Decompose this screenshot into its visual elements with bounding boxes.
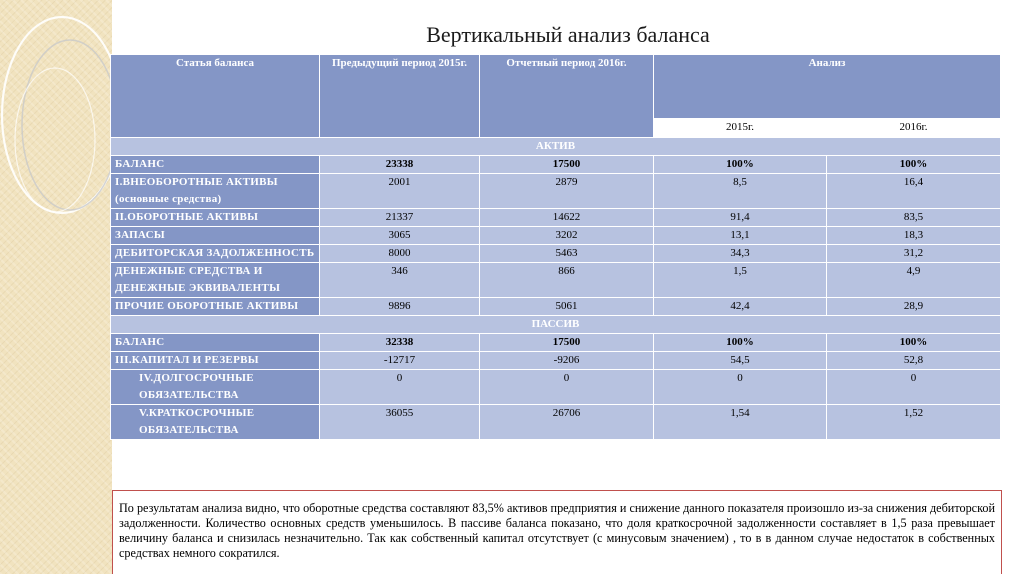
analysis-2016-value: 0 (827, 370, 1001, 405)
analysis-conclusion-text: По результатам анализа видно, что оборотные средства составляют 83,5% активов предприятия и снижение данного показателя произошло из-за снижения дебиторской задолженности. Количество основных средств уменьшилось. В пассиве баланса показано, что доля краткосрочной задолженности составляет в 1,5 раза превышает величину баланса и снизилась незначительно. Так как собственный капитал отсутствует (с минусовым значением) , то в в данном случае недостаток в собственных средствах немного сократился. (112, 490, 1002, 574)
analysis-2015-value: 100% (654, 156, 827, 174)
prev-period-value: 346 (320, 263, 480, 298)
section-liabilities-label: ПАССИВ (111, 316, 1001, 334)
analysis-2015-value: 91,4 (654, 209, 827, 227)
table-row (111, 352, 1001, 370)
prev-period-value: 36055 (320, 405, 480, 440)
row-label: ДЕБИТОРСКАЯ ЗАДОЛЖЕННОСТЬ (111, 245, 320, 263)
analysis-2015-value: 8,5 (654, 174, 827, 209)
analysis-2015-value: 1,54 (654, 405, 827, 440)
current-period-value: 26706 (480, 405, 654, 440)
analysis-2015-value: 34,3 (654, 245, 827, 263)
table-row (111, 298, 1001, 316)
row-label: ДЕНЕЖНЫЕ СРЕДСТВА И ДЕНЕЖНЫЕ ЭКВИВАЛЕНТЫ (111, 263, 320, 298)
row-label: V.КРАТКОСРОЧНЫЕ ОБЯЗАТЕЛЬСТВА (111, 405, 320, 440)
row-label: ЗАПАСЫ (111, 227, 320, 245)
analysis-2015-value: 13,1 (654, 227, 827, 245)
liabilities-rows (111, 334, 1001, 440)
table-row (111, 334, 1001, 352)
prev-period-value: 21337 (320, 209, 480, 227)
row-label: III.КАПИТАЛ И РЕЗЕРВЫ (111, 352, 320, 370)
analysis-2015-value: 100% (654, 334, 827, 352)
table-row (111, 156, 1001, 174)
analysis-2016-value: 100% (827, 334, 1001, 352)
section-liabilities-row (111, 316, 1001, 334)
header-prev-period-cell: Предыдущий период 2015г. (320, 55, 480, 138)
header-current-period-cell: Отчетный период 2016г. (480, 55, 654, 138)
section-assets-row (111, 138, 1001, 156)
current-period-value: 17500 (480, 334, 654, 352)
analysis-2016-value: 31,2 (827, 245, 1001, 263)
balance-table (110, 54, 1001, 440)
header-item-cell: Статья баланса (111, 55, 320, 138)
prev-period-value: 0 (320, 370, 480, 405)
table-row (111, 174, 1001, 209)
current-period-value: 5061 (480, 298, 654, 316)
analysis-2015-value: 1,5 (654, 263, 827, 298)
prev-period-value: 9896 (320, 298, 480, 316)
analysis-2016-value: 16,4 (827, 174, 1001, 209)
analysis-2016-value: 100% (827, 156, 1001, 174)
row-label: IV.ДОЛГОСРОЧНЫЕ ОБЯЗАТЕЛЬСТВА (111, 370, 320, 405)
current-period-value: 3202 (480, 227, 654, 245)
current-period-value: 0 (480, 370, 654, 405)
prev-period-value: 3065 (320, 227, 480, 245)
header-analysis-2015-cell: 2015г. (654, 119, 827, 138)
prev-period-value: 2001 (320, 174, 480, 209)
current-period-value: 2879 (480, 174, 654, 209)
header-analysis-2016-cell: 2016г. (827, 119, 1001, 138)
row-label: II.ОБОРОТНЫЕ АКТИВЫ (111, 209, 320, 227)
analysis-2016-value: 28,9 (827, 298, 1001, 316)
analysis-2015-value: 0 (654, 370, 827, 405)
assets-rows (111, 156, 1001, 316)
row-label: БАЛАНС (111, 156, 320, 174)
table-row (111, 227, 1001, 245)
row-label: ПРОЧИЕ ОБОРОТНЫЕ АКТИВЫ (111, 298, 320, 316)
row-label: БАЛАНС (111, 334, 320, 352)
table-row (111, 405, 1001, 440)
section-assets-label: АКТИВ (111, 138, 1001, 156)
prev-period-value: 23338 (320, 156, 480, 174)
prev-period-value: -12717 (320, 352, 480, 370)
analysis-2015-value: 54,5 (654, 352, 827, 370)
table-row (111, 370, 1001, 405)
prev-period-value: 32338 (320, 334, 480, 352)
analysis-2016-value: 1,52 (827, 405, 1001, 440)
prev-period-value: 8000 (320, 245, 480, 263)
current-period-value: -9206 (480, 352, 654, 370)
current-period-value: 866 (480, 263, 654, 298)
header-analysis-cell: Анализ (654, 55, 1001, 119)
analysis-2016-value: 83,5 (827, 209, 1001, 227)
table-header-row (111, 55, 1001, 119)
table-row (111, 245, 1001, 263)
current-period-value: 17500 (480, 156, 654, 174)
current-period-value: 5463 (480, 245, 654, 263)
table-row (111, 209, 1001, 227)
analysis-2016-value: 4,9 (827, 263, 1001, 298)
analysis-2016-value: 52,8 (827, 352, 1001, 370)
row-label: I.ВНЕОБОРОТНЫЕ АКТИВЫ (основные средства) (111, 174, 320, 209)
analysis-2015-value: 42,4 (654, 298, 827, 316)
page-title: Вертикальный анализ баланса (426, 22, 710, 47)
current-period-value: 14622 (480, 209, 654, 227)
analysis-2016-value: 18,3 (827, 227, 1001, 245)
table-row (111, 263, 1001, 298)
